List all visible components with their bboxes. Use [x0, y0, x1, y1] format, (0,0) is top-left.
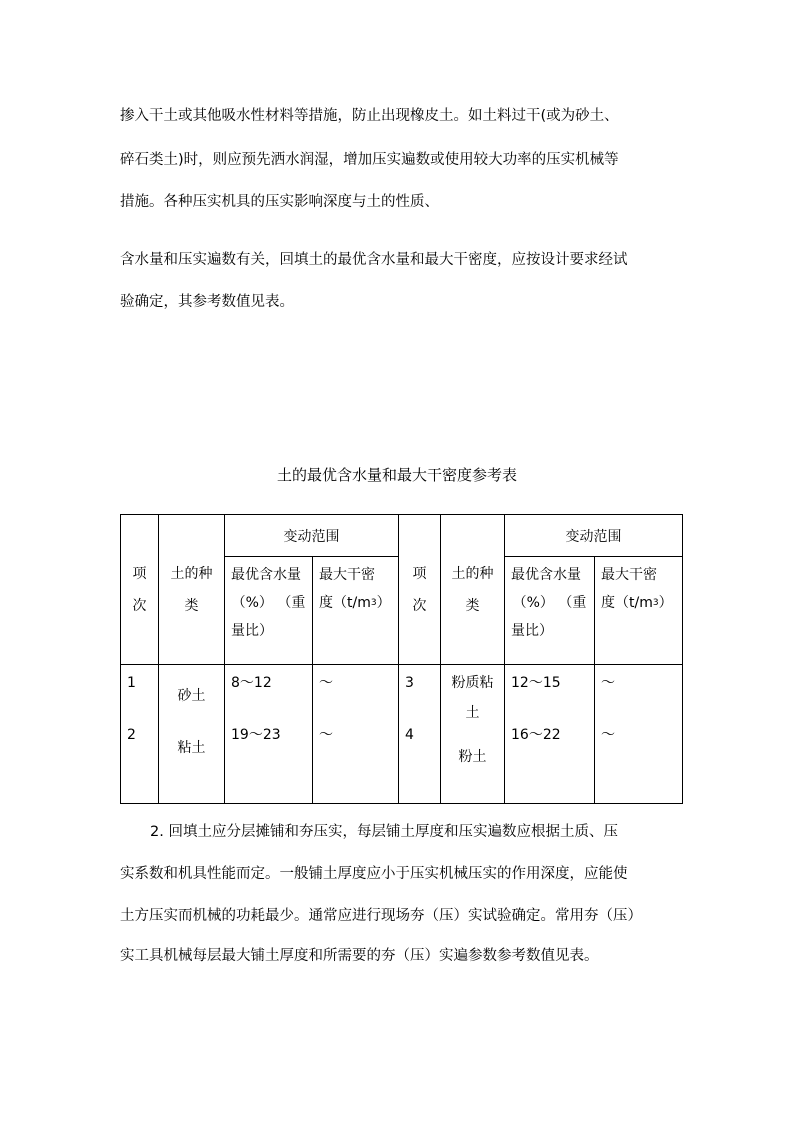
header-density-right: 最大干密 度$(t/m^3)$ [595, 557, 683, 665]
cell-moisture: 8～12 19～23 [225, 665, 313, 804]
cell-item-no-right: 3 4 [399, 665, 441, 804]
header-density: 最大干密 度$(t/m^3)$ [313, 557, 399, 665]
cell-density: ～ ～ [313, 665, 399, 804]
table-row [121, 665, 683, 804]
paragraph-line: 含水量和压实遍数有关，回填土的最优含水量和最大干密度，应按设计要求经试 [120, 252, 628, 268]
header-range: 变动范围 [225, 515, 399, 557]
header-item-no-right: 项 次 [399, 515, 441, 665]
paragraph-line: 掺入干土或其他吸水性材料等措施，防止出现橡皮土。如土料过干(或为砂土、 [120, 108, 619, 124]
header-soil-type: 土的种 类 [159, 515, 225, 665]
header-moisture-right: 最优含水量 （%） （重 量比） [505, 557, 595, 665]
paragraph-line: 实系数和机具性能而定。一般铺土厚度应小于压实机械压实的作用深度，应能使 [120, 866, 628, 882]
reference-table [120, 514, 683, 804]
paragraph-line: 措施。各种压实机具的压实影响深度与土的性质、 [120, 194, 439, 210]
header-soil-type-right: 土的种 类 [441, 515, 505, 665]
cell-density-right: ～ ～ [595, 665, 683, 804]
cell-soil: 砂土 粘土 [159, 665, 225, 804]
paragraph-line: 土方压实而机械的功耗最少。通常应进行现场夯（压）实试验确定。常用夯（压） [120, 908, 642, 924]
paragraph-line: 碎石类土)时，则应预先洒水润湿，增加压实遍数或使用较大功率的压实机械等 [120, 152, 619, 168]
paragraph-line: 实工具机械每层最大铺土厚度和所需要的夯（压）实遍参数参考数值见表。 [120, 948, 599, 964]
header-item-no: 项 次 [121, 515, 159, 665]
paragraph-line: 验确定，其参考数值见表。 [120, 294, 294, 310]
header-moisture: 最优含水量 （%） （重 量比） [225, 557, 313, 665]
header-range-right: 变动范围 [505, 515, 683, 557]
paragraph-line: 2. 回填土应分层摊铺和夯压实，每层铺土厚度和压实遍数应根据土质、压 [150, 824, 618, 840]
cell-moisture-right: 12～15 16～22 [505, 665, 595, 804]
table-caption: 土的最优含水量和最大干密度参考表 [276, 466, 517, 484]
cell-item-no: 1 2 [121, 665, 159, 804]
cell-soil-right: 粉质粘 土 粉土 [441, 665, 505, 804]
